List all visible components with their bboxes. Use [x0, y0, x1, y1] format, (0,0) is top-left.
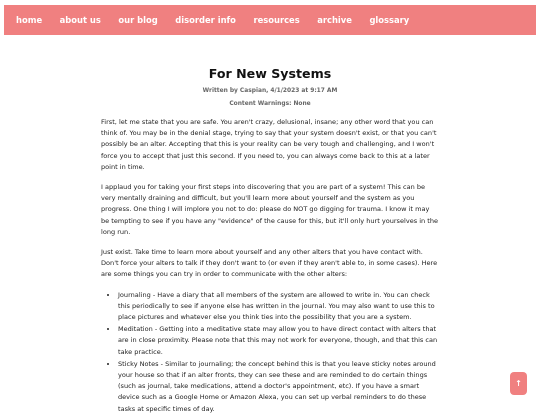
nav-link-disorder-info[interactable]: disorder info [175, 15, 236, 25]
nav-link-resources[interactable]: resources [253, 15, 300, 25]
nav-link-home[interactable]: home [16, 15, 43, 25]
list-item: • Journaling - Have a diary that all members of the system are allowed to write in. You can check this periodically to see if anyone else has written in the journal. You may also want to use this to place pictures and whatever else you think ties into the possibility that you are a system. [118, 290, 439, 324]
article-byline: Written by Caspian, 4/1/2023 at 9:17 AM [202, 88, 338, 94]
nav-link-our-blog[interactable]: our blog [118, 15, 158, 25]
article-paragraph: Just exist. Take time to learn more about yourself and any other alters that you have contact with. Don't force your alters to talk if they don't want to (or even if they aren't able to, in some cases). Here are some things you can try in order to communicate with the other alters: [101, 248, 438, 279]
scroll-to-top-button[interactable] [510, 372, 527, 395]
list-item: • Sticky Notes - Similar to journaling; the concept behind this is that you leave sticky notes around your house so that if an alter fronts, they can see these and are reminded to do certain things (such as journal, take medications, attend a doctor's appointment, etc). If you have a smart device such as a Google Home or Amazon Alexa, you can set up verbal reminders to do these tasks at specific times of day. [118, 359, 439, 415]
content-warnings: Content Warnings: None [229, 101, 311, 107]
arrow-up-icon: ↑ [515, 379, 522, 388]
nav-link-glossary[interactable]: glossary [369, 15, 410, 25]
list-item: • Meditation - Getting into a meditative state may allow you to have direct contact with alters that are in close proximity. Please note that this may not work for everyone, though, and that this can take practice. [118, 324, 439, 358]
communication-methods-list [101, 290, 439, 415]
nav-link-about-us[interactable]: about us [59, 15, 101, 25]
blog-article [101, 66, 439, 416]
article-title: For New Systems [208, 66, 332, 81]
top-navbar [4, 5, 536, 35]
nav-link-archive[interactable]: archive [317, 15, 352, 25]
article-paragraph: First, let me state that you are safe. You aren't crazy, delusional, insane; any other word that you can think of. You may be in the denial stage, trying to say that your system doesn't exist, or that you can't possibly be an alter. Accepting that this is your reality can be very tough and challenging, and I won't force you to accept that just this second. If you need to, you can always come back to this at a later point in time. [101, 118, 437, 171]
article-paragraph: I applaud you for taking your first steps into discovering that you are part of a system! This can be very mentally draining and difficult, but you'll learn more about yourself and the system as you progress. One thing I will implore you not to do: please do NOT go digging for trauma. I know it may be tempting to see if you have any "evidence" of the cause for this, but it'll only hurt yourselves in the long run. [101, 183, 439, 236]
